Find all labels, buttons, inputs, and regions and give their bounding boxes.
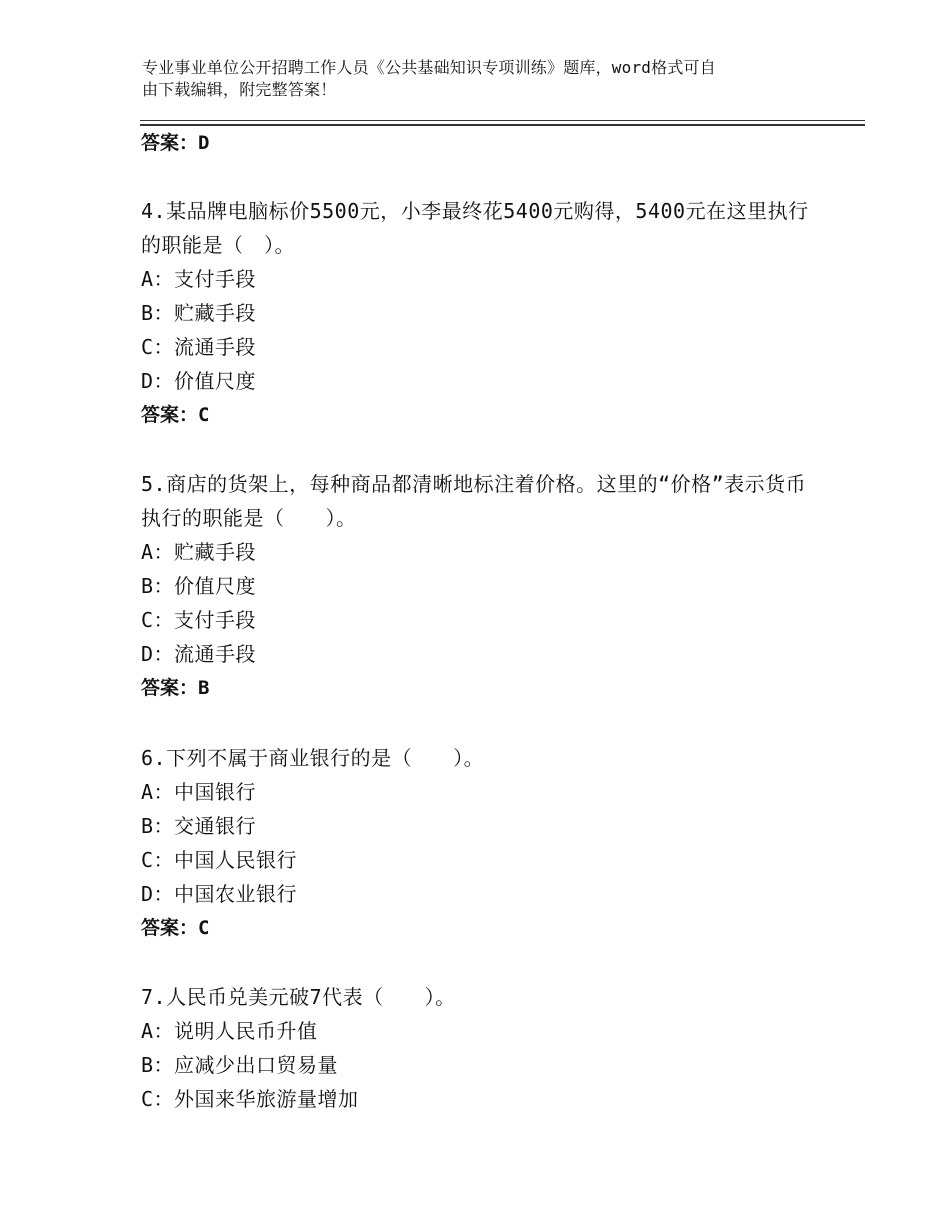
option-b: B：交通银行 — [141, 814, 257, 838]
header-line-2: 由下载编辑，附完整答案！ — [142, 80, 337, 99]
option-c: C：中国人民银行 — [141, 848, 298, 872]
option-a: A：说明人民币升值 — [141, 1019, 318, 1043]
option-d: D：中国农业银行 — [141, 882, 298, 906]
option-a: A：贮藏手段 — [141, 540, 257, 564]
option-d: D：价值尺度 — [141, 369, 257, 393]
option-b: B：贮藏手段 — [141, 301, 257, 325]
question-5 — [141, 467, 821, 705]
header-divider-thick — [140, 124, 865, 126]
question-stem: 4.某品牌电脑标价5500元，小李最终花5400元购得，5400元在这里执行的职能是（ ）。 — [141, 199, 809, 257]
option-c: C：流通手段 — [141, 335, 257, 359]
option-d: D：流通手段 — [141, 642, 257, 666]
option-a: A：支付手段 — [141, 267, 257, 291]
document-header — [142, 57, 812, 101]
option-c: C：外国来华旅游量增加 — [141, 1087, 359, 1111]
question-stem: 6.下列不属于商业银行的是（ ）。 — [141, 746, 485, 770]
previous-answer: 答案：D — [141, 132, 210, 154]
answer: 答案：C — [141, 917, 210, 939]
question-6 — [141, 741, 821, 945]
option-c: C：支付手段 — [141, 608, 257, 632]
header-line-1: 专业事业单位公开招聘工作人员《公共基础知识专项训练》题库，word格式可自 — [142, 58, 716, 77]
question-stem: 5.商店的货架上，每种商品都清晰地标注着价格。这里的“价格”表示货币执行的职能是（ ）。 — [141, 472, 807, 530]
question-4 — [141, 194, 821, 432]
header-divider-thin — [140, 120, 865, 121]
option-b: B：应减少出口贸易量 — [141, 1053, 339, 1077]
question-stem: 7.人民币兑美元破7代表（ ）。 — [141, 985, 456, 1009]
answer: 答案：C — [141, 404, 210, 426]
option-b: B：价值尺度 — [141, 574, 257, 598]
answer: 答案：B — [141, 677, 210, 699]
question-7 — [141, 980, 821, 1116]
option-a: A：中国银行 — [141, 780, 257, 804]
